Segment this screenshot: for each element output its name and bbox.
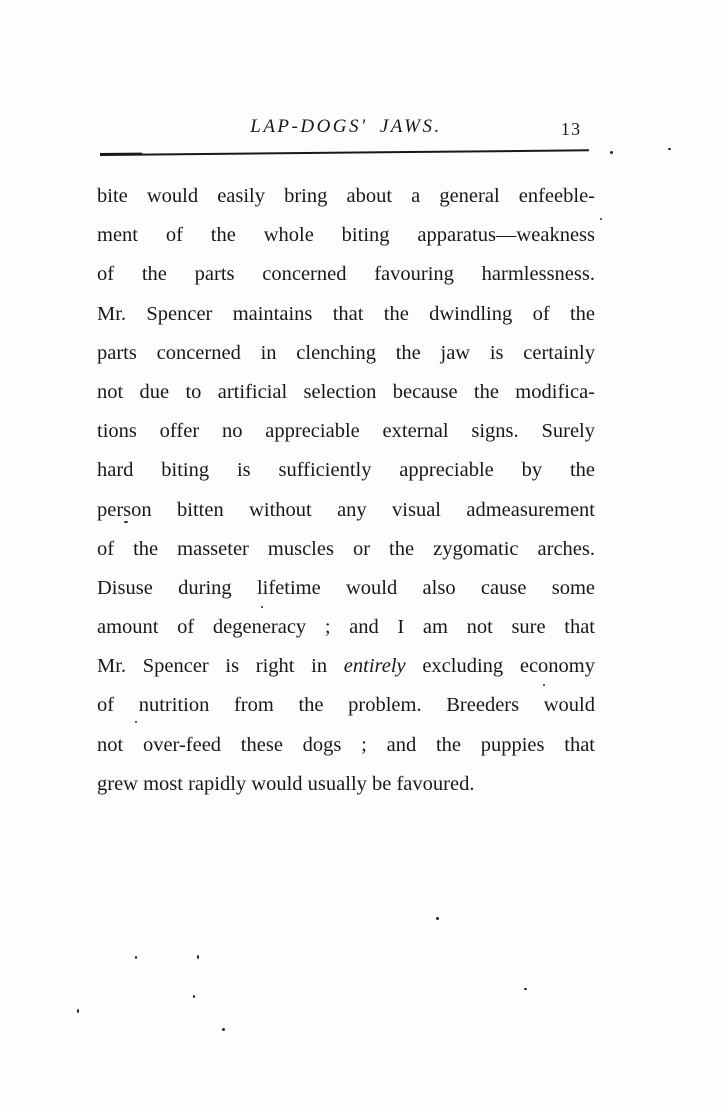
scan-speck — [610, 151, 613, 154]
running-header-title: LAP-DOGS' JAWS. — [250, 116, 442, 137]
scan-speck — [543, 684, 545, 686]
text-line: ment of the whole biting apparatus—weakness — [97, 224, 595, 247]
text-line: of the parts concerned favouring harmlessness. — [97, 263, 595, 286]
text-line: of the masseter muscles or the zygomatic arches. — [97, 537, 595, 560]
scan-speck — [77, 1009, 79, 1013]
text-line: parts concerned in clenching the jaw is certainly — [97, 341, 595, 364]
scan-speck — [135, 721, 137, 723]
text-line: bite would easily bring about a general enfeeble- — [97, 185, 595, 207]
text-line — [97, 647, 595, 686]
text-line: hard biting is sufficiently appreciable by the — [97, 459, 595, 482]
scan-speck — [600, 218, 602, 220]
body-paragraph — [97, 177, 595, 804]
italic-word: entirely — [343, 655, 406, 678]
text-line: not due to artificial selection because the modifica- — [97, 380, 595, 403]
text-segment: Mr. Spencer is right in — [97, 655, 344, 678]
scan-speck — [524, 988, 527, 990]
scan-speck — [261, 606, 263, 608]
scan-speck — [436, 917, 439, 920]
scan-speck — [197, 955, 199, 959]
scan-speck — [222, 1028, 225, 1031]
scan-speck — [124, 521, 128, 523]
scan-speck — [135, 956, 137, 959]
text-line: Disuse during lifetime would also cause some — [97, 576, 595, 599]
text-line: amount of degeneracy ; and I am not sure that — [97, 616, 595, 639]
header-rule — [100, 149, 589, 156]
scan-speck — [668, 148, 671, 150]
text-line: grew most rapidly would usually be favoured. — [97, 772, 475, 795]
text-line: not over-feed these dogs ; and the puppies that — [97, 733, 595, 756]
text-line: tions offer no appreciable external signs. Surely — [97, 420, 595, 443]
text-line: person bitten without any visual admeasurement — [97, 498, 595, 521]
text-segment: excluding economy — [405, 655, 595, 678]
page-number: 13 — [561, 119, 582, 139]
text-line: of nutrition from the problem. Breeders would — [97, 694, 595, 717]
text-line: Mr. Spencer maintains that the dwindling of the — [97, 302, 595, 325]
scan-speck — [193, 995, 195, 998]
